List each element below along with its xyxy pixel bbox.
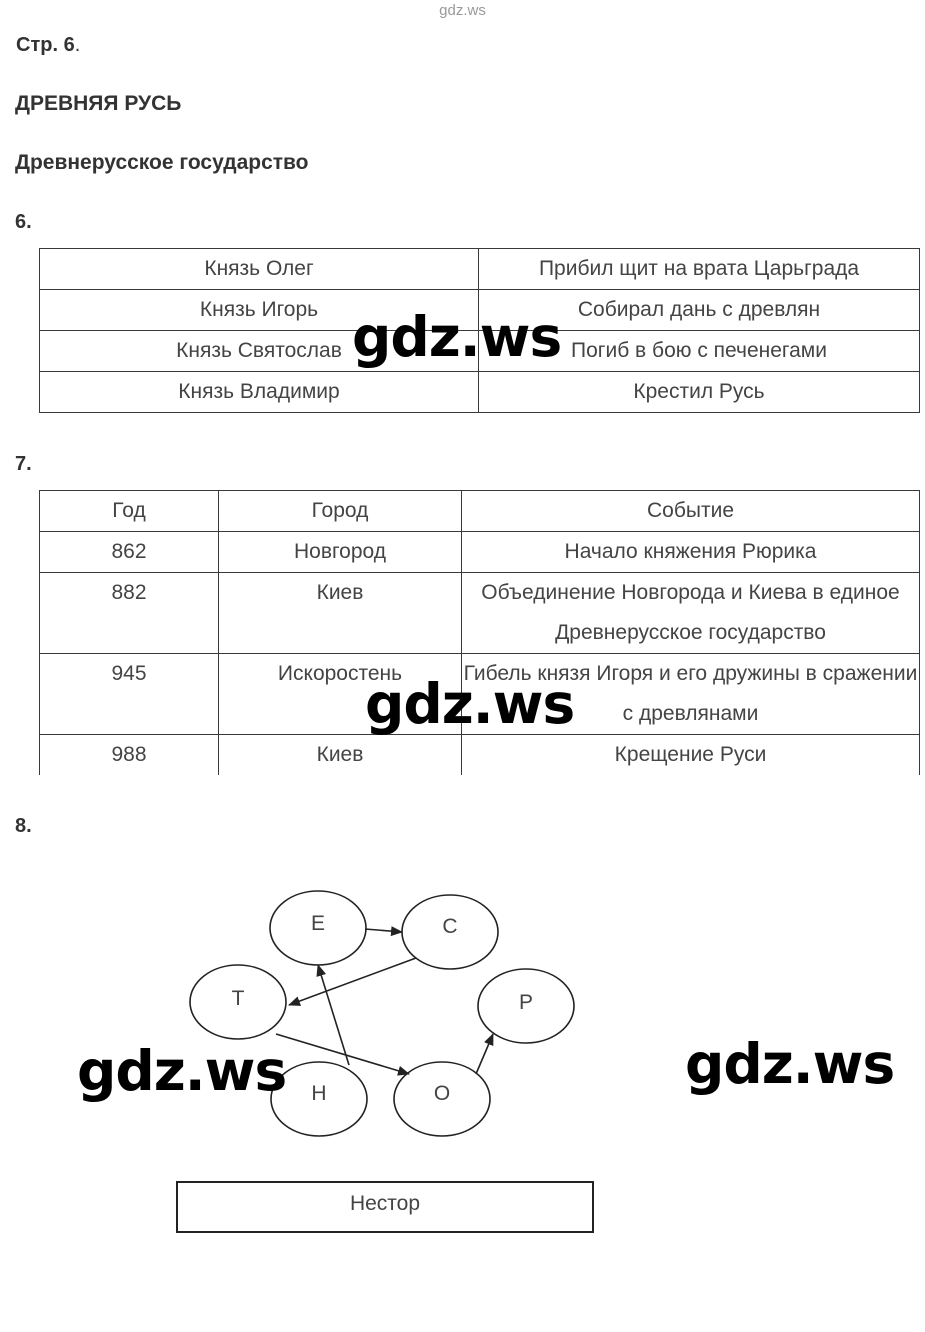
table-cell: Новгород xyxy=(219,532,462,573)
arrow-e-to-c xyxy=(365,929,402,932)
top-watermark: gdz.ws xyxy=(439,2,486,19)
table-cell: Киев xyxy=(219,735,462,776)
table-row xyxy=(40,573,920,654)
node-c-label: С xyxy=(442,915,458,938)
table-cell: Князь Олег xyxy=(40,249,479,290)
page-reference-text: Стр. 6 xyxy=(16,34,75,56)
arrow-o-to-p xyxy=(476,1034,493,1074)
task-6-number: 6. xyxy=(15,211,32,233)
table-cell: Гибель князя Игоря и его дружины в сражении с древлянами xyxy=(462,654,920,735)
column-header-event: Событие xyxy=(462,491,920,532)
arrow-h-to-e xyxy=(318,965,349,1065)
table-cell: Крестил Русь xyxy=(479,372,920,413)
page-reference xyxy=(16,34,80,57)
table-cell: 862 xyxy=(40,532,219,573)
subsection-title: Древнерусское государство xyxy=(15,151,309,174)
table-row xyxy=(40,735,920,776)
node-t-label: Т xyxy=(231,987,245,1010)
table-header-row xyxy=(40,491,920,532)
task-7-number: 7. xyxy=(15,453,32,475)
table-cell: Князь Святослав xyxy=(40,331,479,372)
watermark: gdz.ws xyxy=(77,1039,287,1103)
table-row xyxy=(40,249,920,290)
table-cell: Прибил щит на врата Царьграда xyxy=(479,249,920,290)
watermark: gdz.ws xyxy=(685,1032,895,1096)
table-cell: Погиб в бою с печенегами xyxy=(479,331,920,372)
answer-box xyxy=(176,1181,594,1233)
table-cell: 945 xyxy=(40,654,219,735)
table-cell: Князь Игорь xyxy=(40,290,479,331)
node-h-label: Н xyxy=(311,1082,327,1105)
section-title: ДРЕВНЯЯ РУСЬ xyxy=(15,92,182,115)
watermark: gdz.ws xyxy=(352,305,562,369)
arrow-t-to-o xyxy=(276,1034,409,1074)
page-reference-dot: . xyxy=(74,34,81,56)
node-e-label: Е xyxy=(310,912,326,935)
table-cell: Князь Владимир xyxy=(40,372,479,413)
letter-diagram xyxy=(0,870,925,1170)
table-row xyxy=(40,372,920,413)
table-cell: Искоростень xyxy=(219,654,462,735)
node-p-label: Р xyxy=(518,991,534,1014)
table-cell: Крещение Руси xyxy=(462,735,920,776)
task-8-number: 8. xyxy=(15,815,32,837)
table-row xyxy=(40,532,920,573)
node-o-label: О xyxy=(433,1082,451,1105)
answer-text: Нестор xyxy=(349,1192,421,1215)
table-cell: Собирал дань с древлян xyxy=(479,290,920,331)
table-cell: Объединение Новгорода и Киева в единое Древнерусское государство xyxy=(462,573,920,654)
column-header-year: Год xyxy=(40,491,219,532)
column-header-city: Город xyxy=(219,491,462,532)
table-cell: Киев xyxy=(219,573,462,654)
watermark: gdz.ws xyxy=(365,672,575,736)
table-cell: 988 xyxy=(40,735,219,776)
table-cell: Начало княжения Рюрика xyxy=(462,532,920,573)
table-cell: 882 xyxy=(40,573,219,654)
